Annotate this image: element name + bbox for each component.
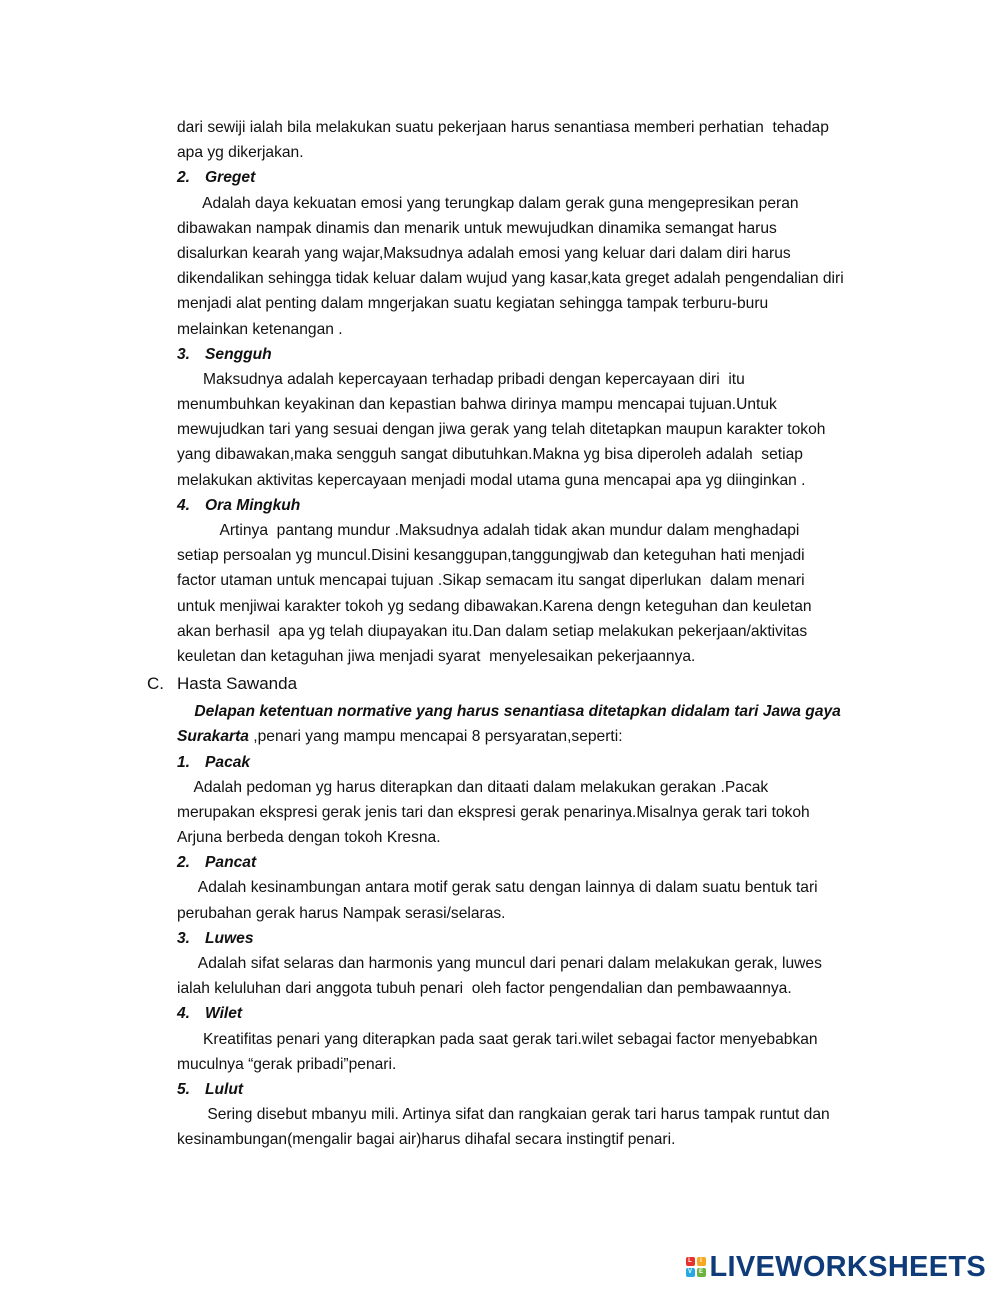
paragraph-line: Artinya pantang mundur .Maksudnya adalah tidak akan mundur dalam menghadapi bbox=[177, 522, 800, 539]
paragraph-line: kesinambungan(mengalir bagai air)harus dihafal secara instingtif penari. bbox=[177, 1131, 676, 1149]
list-heading-pancat bbox=[177, 850, 887, 875]
list-heading-sengguh bbox=[177, 342, 887, 367]
list-title: Luwes bbox=[205, 929, 254, 947]
logo-tile: E bbox=[697, 1268, 706, 1277]
paragraph-line: dari sewiji ialah bila melakukan suatu pekerjaan harus senantiasa memberi perhatian tehadap bbox=[177, 119, 829, 136]
section-title: Hasta Sawanda bbox=[177, 674, 298, 694]
paragraph-line: perubahan gerak harus Nampak serasi/selaras. bbox=[177, 904, 506, 922]
paragraph-line: setiap persoalan yg muncul.Disini kesanggupan,tanggungjwab dan keteguhan hati menjadi bbox=[177, 547, 805, 565]
paragraph-line: dikendalikan sehingga tidak keluar dalam wujud yang kasar,kata greget adalah pengendalian diri bbox=[177, 270, 844, 288]
list-title: Sengguh bbox=[205, 345, 272, 363]
list-heading-wilet bbox=[177, 1001, 887, 1026]
paragraph-line: akan berhasil apa yg telah diupayakan itu.Dan dalam setiap melakukan pekerjaan/aktivitas bbox=[177, 622, 808, 640]
paragraph-line: Kreatifitas penari yang diterapkan pada saat gerak tari.wilet sebagai factor menyebabkan bbox=[177, 1030, 818, 1048]
logo-tile: V bbox=[686, 1268, 695, 1277]
list-heading-luwes bbox=[177, 926, 887, 951]
liveworksheets-logo[interactable] bbox=[686, 1250, 987, 1284]
list-title: Lulut bbox=[205, 1080, 244, 1098]
paragraph-line: ialah keluluhan dari anggota tubuh penari oleh factor pengendalian dan pembawaannya. bbox=[177, 980, 792, 998]
paragraph-line: menumbuhkan keyakinan dan kepastian bahwa dirinya mampu mencapai tujuan.Untuk bbox=[177, 396, 777, 414]
list-title: Pancat bbox=[205, 854, 257, 872]
paragraph-line: mewujudkan tari yang sesuai dengan jiwa gerak yang telah ditetapkan maupun karakter tokoh bbox=[177, 421, 826, 439]
list-heading-ora-mingkuh bbox=[177, 493, 887, 518]
list-number: 5. bbox=[177, 1080, 191, 1098]
logo-tile: I bbox=[697, 1257, 706, 1266]
paragraph-line: merupakan ekspresi gerak jenis tari dan ekspresi gerak penarinya.Misalnya gerak tari tokoh bbox=[177, 803, 810, 821]
paragraph-line: melainkan ketenangan . bbox=[177, 320, 343, 338]
paragraph-line: Arjuna berbeda dengan tokoh Kresna. bbox=[177, 829, 441, 847]
section-heading-hasta-sawanda bbox=[147, 669, 857, 699]
paragraph-line: Adalah daya kekuatan emosi yang terungkap dalam gerak guna mengepresikan peran bbox=[177, 194, 799, 212]
logo-tile: L bbox=[686, 1257, 695, 1266]
logo-text: LIVEWORKSHEETS bbox=[709, 1250, 986, 1283]
list-number: 2. bbox=[177, 169, 191, 187]
paragraph-line: dibawakan nampak dinamis dan menarik untuk mewujudkan dinamika semangat harus bbox=[177, 219, 777, 237]
document-body bbox=[147, 115, 887, 1153]
paragraph-line: Adalah pedoman yg harus diterapkan dan ditaati dalam melakukan gerakan .Pacak bbox=[177, 778, 769, 796]
paragraph-line: apa yg dikerjakan. bbox=[177, 144, 304, 162]
list-title: Ora Mingkuh bbox=[205, 496, 301, 514]
list-number: 2. bbox=[177, 854, 191, 872]
paragraph-line: Sering disebut mbanyu mili. Artinya sifat dan rangkaian gerak tari harus tampak runtut dan bbox=[177, 1106, 830, 1124]
paragraph-line: Adalah sifat selaras dan harmonis yang muncul dari penari dalam melakukan gerak, luwes bbox=[177, 955, 822, 972]
paragraph-line: Maksudnya adalah kepercayaan terhadap pribadi dengan kepercayaan diri itu bbox=[177, 370, 745, 388]
paragraph-line: disalurkan kearah yang wajar,Maksudnya adalah emosi yang keluar dari dalam diri harus bbox=[177, 244, 791, 262]
intro-line bbox=[177, 724, 887, 749]
paragraph-line: menjadi alat penting dalam mngerjakan suatu kegiatan sehingga tampak terburu-buru bbox=[177, 295, 769, 313]
paragraph-line: untuk menjiwai karakter tokoh yg sedang dibawakan.Karena dengn keteguhan dan keuletan bbox=[177, 597, 812, 615]
intro-line: Delapan ketentuan normative yang harus senantiasa ditetapkan didalam tari Jawa gaya bbox=[177, 703, 841, 721]
paragraph-line: yang dibawakan,maka sengguh sangat dibutuhkan.Makna yg bisa diperoleh adalah setiap bbox=[177, 446, 803, 464]
paragraph-line: keuletan dan ketaguhan jiwa menjadi syarat menyelesaikan pekerjaannya. bbox=[177, 647, 696, 665]
paragraph-line: melakukan aktivitas kepercayaan menjadi modal utama guna mencapai apa yg diinginkan . bbox=[177, 471, 806, 489]
list-title: Wilet bbox=[205, 1005, 243, 1023]
list-number: 3. bbox=[177, 345, 191, 363]
list-number: 1. bbox=[177, 753, 191, 771]
list-number: 3. bbox=[177, 929, 191, 947]
paragraph-line: factor utaman untuk mencapai tujuan .Sikap semacam itu sangat diperlukan dalam menari bbox=[177, 572, 805, 590]
list-heading-pacak bbox=[177, 750, 887, 775]
intro-rest: ,penari yang mampu mencapai 8 persyaratan,seperti: bbox=[248, 728, 623, 746]
paragraph-line: muculnya “gerak pribadi”penari. bbox=[177, 1055, 397, 1073]
intro-bold-word: Surakarta bbox=[177, 728, 249, 746]
list-heading-lulut bbox=[177, 1077, 887, 1102]
list-number: 4. bbox=[177, 1005, 191, 1023]
list-heading-greget bbox=[177, 165, 887, 190]
list-number: 4. bbox=[177, 496, 191, 514]
list-title: Pacak bbox=[205, 753, 251, 771]
paragraph-line: Adalah kesinambungan antara motif gerak satu dengan lainnya di dalam suatu bentuk tari bbox=[177, 879, 818, 897]
section-number: C. bbox=[147, 674, 164, 694]
list-title: Greget bbox=[205, 169, 256, 187]
logo-tiles-icon bbox=[686, 1257, 706, 1277]
